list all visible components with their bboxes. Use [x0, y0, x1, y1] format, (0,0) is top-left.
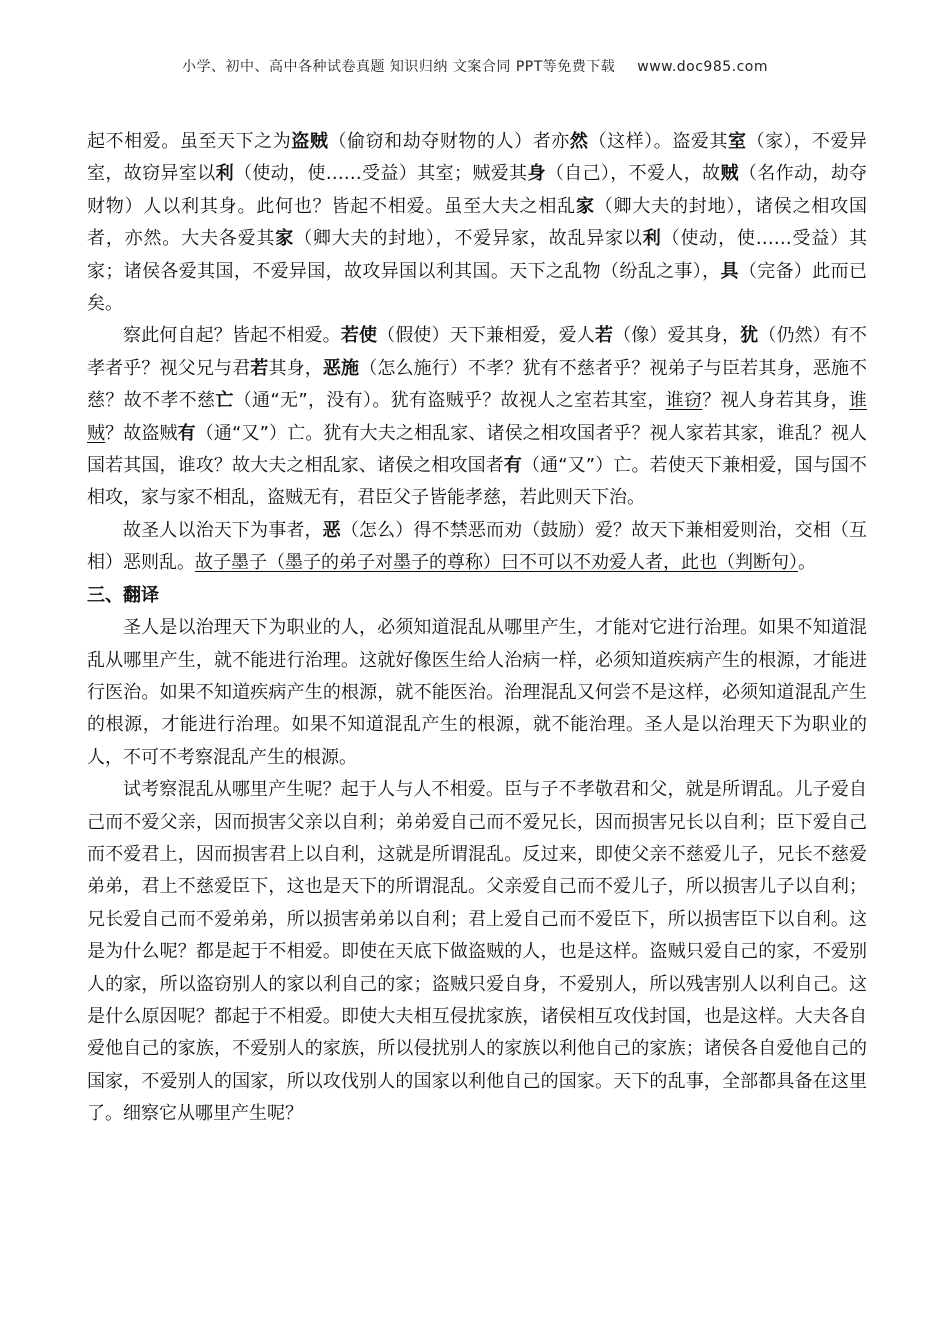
key-term: 具 [720, 260, 739, 282]
underlined-text: 故子墨子（墨子的弟子对墨子的尊称）曰不可以不劝爱人者，此也（判断句） [195, 552, 798, 574]
text-segment: 其身， [268, 357, 323, 379]
original-paragraph [87, 126, 867, 320]
header-text: 小学、初中、高中各种试卷真题 知识归纳 文案合同 PPT等免费下载 [181, 59, 616, 75]
text-segment: （家），不爱异室，故窃异室以 [87, 131, 868, 185]
original-text [87, 126, 867, 580]
text-segment: ？视人身若其身， [702, 390, 850, 412]
text-segment: （怎么施行）不孝？犹有不慈者乎？视弟子与臣若其身，恶施不慈？故不孝不慈 [87, 357, 868, 412]
text-segment: ？故盗贼 [105, 422, 178, 444]
text-segment: （自己），不爱人，故 [545, 163, 721, 185]
key-term: 利 [642, 228, 662, 250]
text-segment: （通“无”，没有）。犹有盗贼乎？故视人之室若其室， [233, 390, 666, 412]
text-segment: （卿大夫的封地），不爱异家，故乱异家以 [294, 228, 643, 250]
section-heading: 三、翻译 [87, 584, 159, 606]
key-term: 恶施 [322, 357, 360, 379]
text-segment: （卿大夫的封地），诸侯之相攻国者，亦然。大夫各爱其 [87, 195, 868, 250]
key-term: 恶 [322, 519, 341, 541]
key-term: 亡 [215, 390, 234, 412]
key-term: 家 [575, 195, 595, 217]
key-term: 家 [275, 228, 295, 250]
key-term: 犹 [740, 325, 759, 347]
text-segment: （这样）。盗爱其 [588, 131, 729, 152]
text-segment: （偷窃和劫夺财物的人）者亦 [328, 131, 570, 152]
key-term: 有 [177, 422, 196, 444]
original-paragraph [87, 515, 867, 580]
text-segment: （假使）天下兼相爱，爱人 [377, 325, 595, 347]
text-segment: 起不相爱。虽至天下之为 [87, 131, 292, 152]
text-segment: （完备）此而已矣。 [87, 260, 868, 315]
key-term: 若使 [340, 325, 378, 347]
underlined-text: 谁窃 [665, 390, 703, 412]
key-term: 有 [503, 455, 522, 477]
text-segment: 。 [798, 552, 816, 574]
key-term: 身 [527, 163, 546, 185]
key-term: 若 [594, 325, 614, 347]
text-segment: （像）爱其身， [613, 325, 741, 347]
translation-paragraph: 圣人是以治理天下为职业的人，必须知道混乱从哪里产生，才能对它进行治理。如果不知道混乱从哪里产生，就不能进行治理。这就好像医生给人治病一样，必须知道疾病产生的根源，才能进行医治。如果不知道疾病产生的根源，就不能医治。治理混乱又何尝不是这样，必须知道混乱产生的根源，才能进行治理。如果不知道混乱产生的根源，就不能治理。圣人是以治理天下为职业的人，不可不考察混乱产生的根源。 [87, 617, 867, 768]
text-segment: （名作动，劫夺财物）人以利其身。此何也？皆起不相爱。虽至大夫之相乱 [87, 163, 868, 217]
text-segment: （使动，使……受益）其家；诸侯各爱其国，不爱异国，故攻异国以利其国。天下之乱物（纷乱之事）， [87, 228, 868, 282]
page-header [0, 56, 950, 76]
key-term: 利 [215, 163, 234, 185]
underlined-text: 谁贼 [87, 390, 868, 444]
text-segment: （使动，使……受益）其室；贼爱其 [233, 163, 528, 185]
text-segment: （怎么）得不禁恶而劝（鼓励）爱？故天下兼相爱则治，交相（互相）恶则乱。 [87, 519, 868, 574]
key-term: 若 [250, 357, 269, 379]
text-segment: 察此何自起？皆起不相爱。 [123, 325, 341, 347]
text-segment: （仍然）有不孝者乎？视父兄与君 [87, 325, 868, 379]
original-paragraph [87, 320, 867, 514]
text-segment: 故圣人以治天下为事者， [123, 519, 323, 541]
key-term: 室 [728, 131, 747, 152]
key-term: 贼 [720, 163, 739, 185]
text-segment: （通“又”）亡。犹有大夫之相乱家、诸侯之相攻国者乎？视人家若其家，谁乱？视人国若其国，谁攻？故大夫之相乱家、诸侯之相攻国者 [87, 422, 867, 477]
translation-text [87, 612, 867, 1131]
translation-paragraph: 试考察混乱从哪里产生呢？起于人与人不相爱。臣与子不孝敬君和父，就是所谓乱。儿子爱自己而不爱父亲，因而损害父亲以自利；弟弟爱自己而不爱兄长，因而损害兄长以自利；臣下爱自己而不爱君上，因而损害君上以自利，这就是所谓混乱。反过来，即使父亲不慈爱儿子，兄长不慈爱弟弟，君上不慈爱臣下，这也是天下的所谓混乱。父亲爱自己而不爱儿子，所以损害儿子以自利；兄长爱自己而不爱弟弟，所以损害弟弟以自利；君上爱自己而不爱臣下，所以损害臣下以自利。这是为什么呢？都是起于不相爱。即使在天底下做盗贼的人，也是这样。盗贼只爱自己的家，不爱别人的家，所以盗窃别人的家以利自己的家；盗贼只爱自身，不爱别人，所以残害别人以利自己。这是什么原因呢？都起于不相爱。即使大夫相互侵扰家族，诸侯相互攻伐封国，也是这样。大夫各自爱他自己的家族，不爱别人的家族，所以侵扰别人的家族以利他自己的家族；诸侯各自爱他自己的国家，不爱别人的国家，所以攻伐别人的国家以利他自己的国家。天下的乱事，全部都具备在这里了。细察它从哪里产生呢？ [87, 779, 867, 1125]
key-term: 然 [569, 131, 589, 152]
document-body [87, 126, 867, 1131]
header-url[interactable]: www.doc985.com [637, 59, 769, 75]
key-term: 盗贼 [291, 131, 329, 152]
text-segment: （通“又”）亡。若使天下兼相爱，国与国不相攻，家与家不相乱，盗贼无有，君臣父子皆能孝慈，若此则天下治。 [87, 455, 867, 509]
